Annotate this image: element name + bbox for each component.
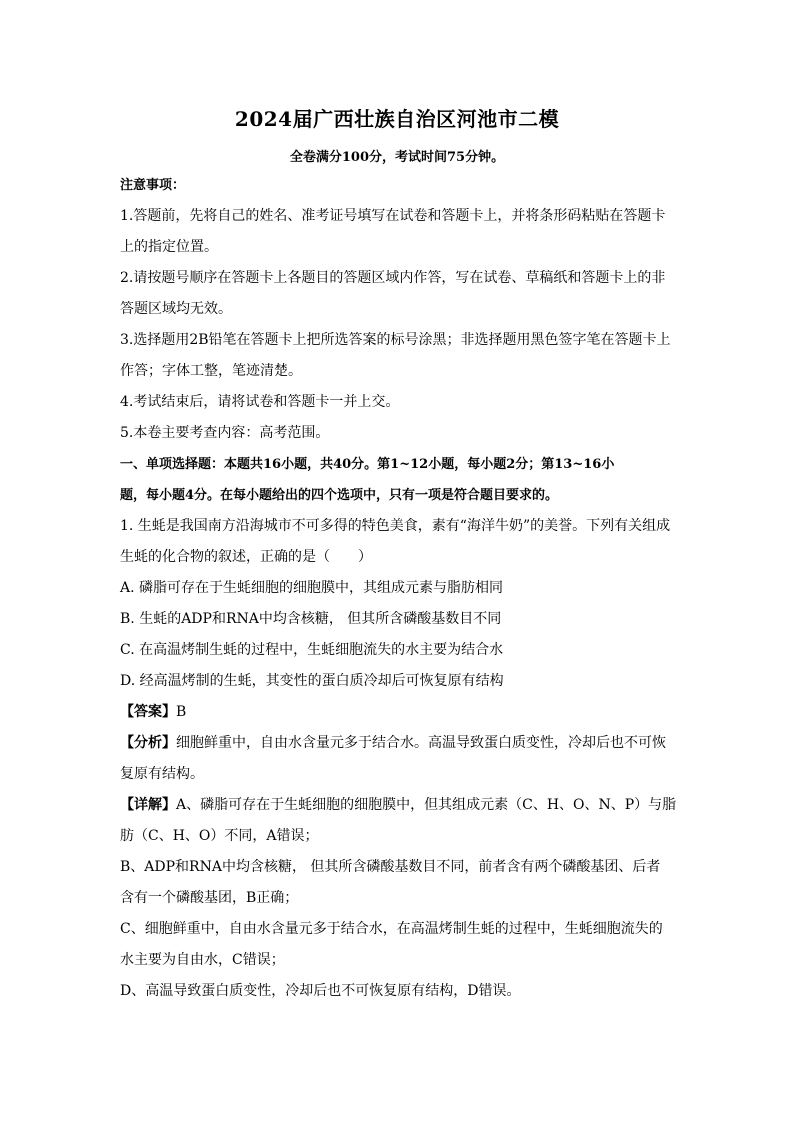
section-heading-line: 一、单项选择题：本题共16小题，共40分。第1~12小题，每小题2分；第13~16小 <box>120 457 615 472</box>
option-b: B. 生蚝的ADP和RNA中均含核糖， 但其所含磷酸基数目不同 <box>120 611 502 627</box>
page-title: 2024届广西壮族自治区河池市二模 <box>234 107 560 131</box>
analysis-label: 【分析】 <box>120 735 176 751</box>
answer-label: 【答案】 <box>120 704 176 720</box>
question-stem: 1. 生蚝是我国南方沿海城市不可多得的特色美食，素有“海洋牛奶”的美誉。下列有关组成 <box>120 518 671 534</box>
analysis-text: 复原有结构。 <box>120 766 204 782</box>
question-stem: 生蚝的化合物的叙述，正确的是（ ） <box>120 549 372 565</box>
detail-line <box>120 790 680 821</box>
detail-text: 肪（C、H、O）不同，A错误； <box>120 828 319 844</box>
section-heading-line: 题，每小题4分。在每小题给出的四个选项中，只有一项是符合题目要求的。 <box>120 488 559 503</box>
detail-text: C、细胞鲜重中，自由水含量元多于结合水，在高温烤制生蚝的过程中，生蚝细胞流失的 <box>120 921 663 937</box>
notice-line: 1.答题前，先将自己的姓名、准考证号填写在试卷和答题卡上，并将条形码粘贴在答题卡 <box>120 208 666 224</box>
notice-line: 答题区域均无效。 <box>120 301 232 317</box>
notice-line: 2.请按题号顺序在答题卡上各题目的答题区域内作答，写在试卷、草稿纸和答题卡上的非 <box>120 270 666 286</box>
detail-text: D、高温导致蛋白质变性，冷却后也不可恢复原有结构，D错误。 <box>120 983 521 999</box>
notice-section <box>120 170 680 1007</box>
notice-line: 作答；字体工整，笔迹清楚。 <box>120 363 302 379</box>
notice-line: 3.选择题用2B铅笔在答题卡上把所选答案的标号涂黑；非选择题用黑色签字笔在答题卡上 <box>120 332 671 348</box>
detail-text: 水主要为自由水，C错误； <box>120 952 285 968</box>
detail-text: 含有一个磷酸基团，B正确； <box>120 890 299 906</box>
detail-label: 【详解】 <box>120 797 176 813</box>
notice-heading: 注意事项： <box>120 178 186 193</box>
option-c: C. 在高温烤制生蚝的过程中，生蚝细胞流失的水主要为结合水 <box>120 642 504 658</box>
detail-text: B、ADP和RNA中均含核糖， 但其所含磷酸基数目不同，前者含有两个磷酸基团、后者 <box>120 859 661 875</box>
detail-text: A、磷脂可存在于生蚝细胞的细胞膜中，但其组成元素（C、H、O、N、P）与脂 <box>176 797 677 813</box>
notice-line: 上的指定位置。 <box>120 239 218 255</box>
notice-line: 4.考试结束后，请将试卷和答题卡一并上交。 <box>120 394 400 410</box>
answer-value: B <box>176 704 187 720</box>
option-d: D. 经高温烤制的生蚝，其变性的蛋白质冷却后可恢复原有结构 <box>120 673 504 689</box>
notice-line: 5.本卷主要考查内容：高考范围。 <box>120 425 330 441</box>
analysis-line <box>120 728 680 759</box>
answer-line <box>120 697 680 728</box>
option-a: A. 磷脂可存在于生蚝细胞的细胞膜中，其组成元素与脂肪相同 <box>120 580 504 596</box>
analysis-text: 细胞鲜重中，自由水含量元多于结合水。高温导致蛋白质变性，冷却后也不可恢 <box>176 735 666 751</box>
exam-info: 全卷满分100分，考试时间75分钟。 <box>289 150 505 165</box>
